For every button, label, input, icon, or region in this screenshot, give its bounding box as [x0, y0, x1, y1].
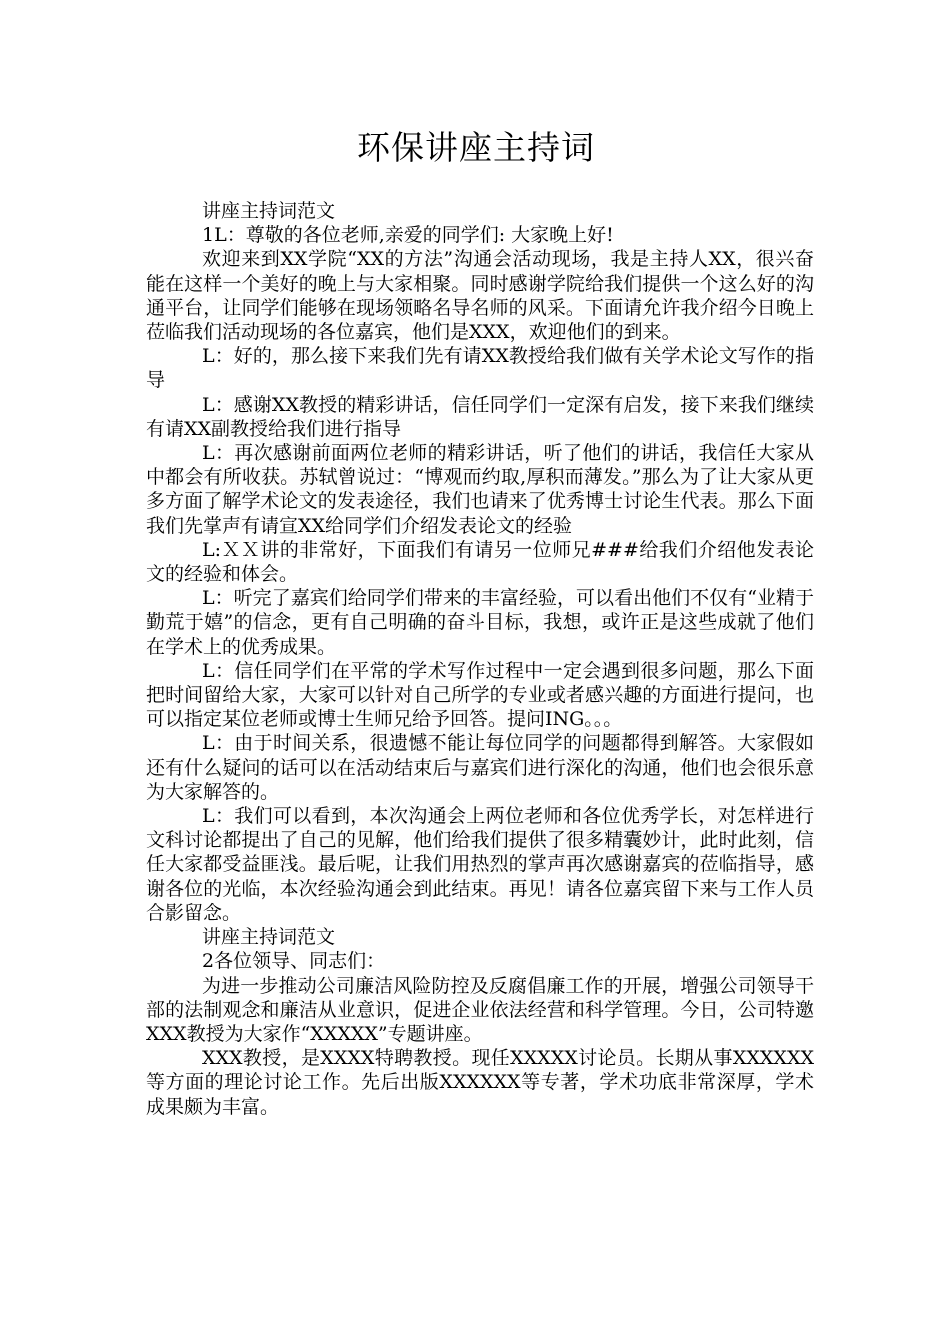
- paragraph: 2各位领导、同志们：: [202, 950, 386, 973]
- section-heading: 讲座主持词范文: [202, 200, 336, 222]
- paragraph: L：再次感谢前面两位老师的精彩讲话，听了他们的讲话，我信任大家从中都会有所收获。苏轼曾说过：“博观而约取,厚积而薄发。”那么为了让大家从更多方面了解学术论文的发表途径，我们也请来了优秀博士讨论生代表。那么下面我们先掌声有请宣XX给同学们介绍发表论文的经验: [146, 442, 814, 537]
- paragraph: 1L：尊敬的各位老师,亲爱的同学们: 大家晚上好!: [202, 224, 614, 247]
- paragraph: 欢迎来到XX学院“XX的方法”沟通会活动现场，我是主持人XX，很兴奋能在这样一个美好的晚上与大家相聚。同时感谢学院给我们提供一个这么好的沟通平台，让同学们能够在现场领略名导名师的风采。下面请允许我介绍今日晚上莅临我们活动现场的各位嘉宾，他们是XXX，欢迎他们的到来。: [146, 248, 814, 344]
- paragraph: L：信任同学们在平常的学术写作过程中一定会遇到很多问题，那么下面把时间留给大家，大家可以针对自己所学的专业或者感兴趣的方面进行提问，也可以指定某位老师或博士生师兄给予回答。提问ING。。。: [146, 659, 814, 731]
- paragraph: XXX教授，是XXXX特聘教授。现任XXXXX讨论员。长期从事XXXXXX等方面的理论讨论工作。先后出版XXXXXX等专著，学术功底非常深厚，学术成果颇为丰富。: [146, 1047, 814, 1118]
- paragraph: L：感谢XX教授的精彩讲话，信任同学们一定深有启发，接下来我们继续有请XX副教授给我们进行指导: [146, 393, 814, 440]
- document-body: [146, 199, 814, 1119]
- section-heading: 讲座主持词范文: [202, 926, 336, 949]
- document-title: 环保讲座主持词: [357, 128, 595, 167]
- paragraph: L：我们可以看到，本次沟通会上两位老师和各位优秀学长，对怎样进行文科讨论都提出了自己的见解，他们给我们提供了很多精囊妙计，此时此刻，信任大家都受益匪浅。最后呢，让我们用热烈的掌声再次感谢嘉宾的莅临指导，感谢各位的光临，本次经验沟通会到此结束。再见！请各位嘉宾留下来与工作人员合影留念。: [146, 805, 814, 924]
- paragraph: L：好的，那么接下来我们先有请XX教授给我们做有关学术论文写作的指导: [146, 345, 814, 392]
- paragraph: L：由于时间关系，很遗憾不能让每位同学的问题都得到解答。大家假如还有什么疑问的话可以在活动结束后与嘉宾们进行深化的沟通，他们也会很乐意为大家解答的。: [146, 732, 814, 803]
- paragraph: L:ＸＸ讲的非常好，下面我们有请另一位师兄###给我们介绍他发表论文的经验和体会。: [146, 538, 814, 586]
- paragraph: 为进一步推动公司廉洁风险防控及反腐倡廉工作的开展，增强公司领导干部的法制观念和廉洁从业意识，促进企业依法经营和科学管理。今日，公司特邀XXX教授为大家作“XXXXX”专题讲座。: [146, 974, 814, 1045]
- paragraph: L：听完了嘉宾们给同学们带来的丰富经验，可以看出他们不仅有“业精于勤荒于嬉”的信念，更有自己明确的奋斗目标，我想，或许正是这些成就了他们在学术上的优秀成果。: [146, 587, 814, 658]
